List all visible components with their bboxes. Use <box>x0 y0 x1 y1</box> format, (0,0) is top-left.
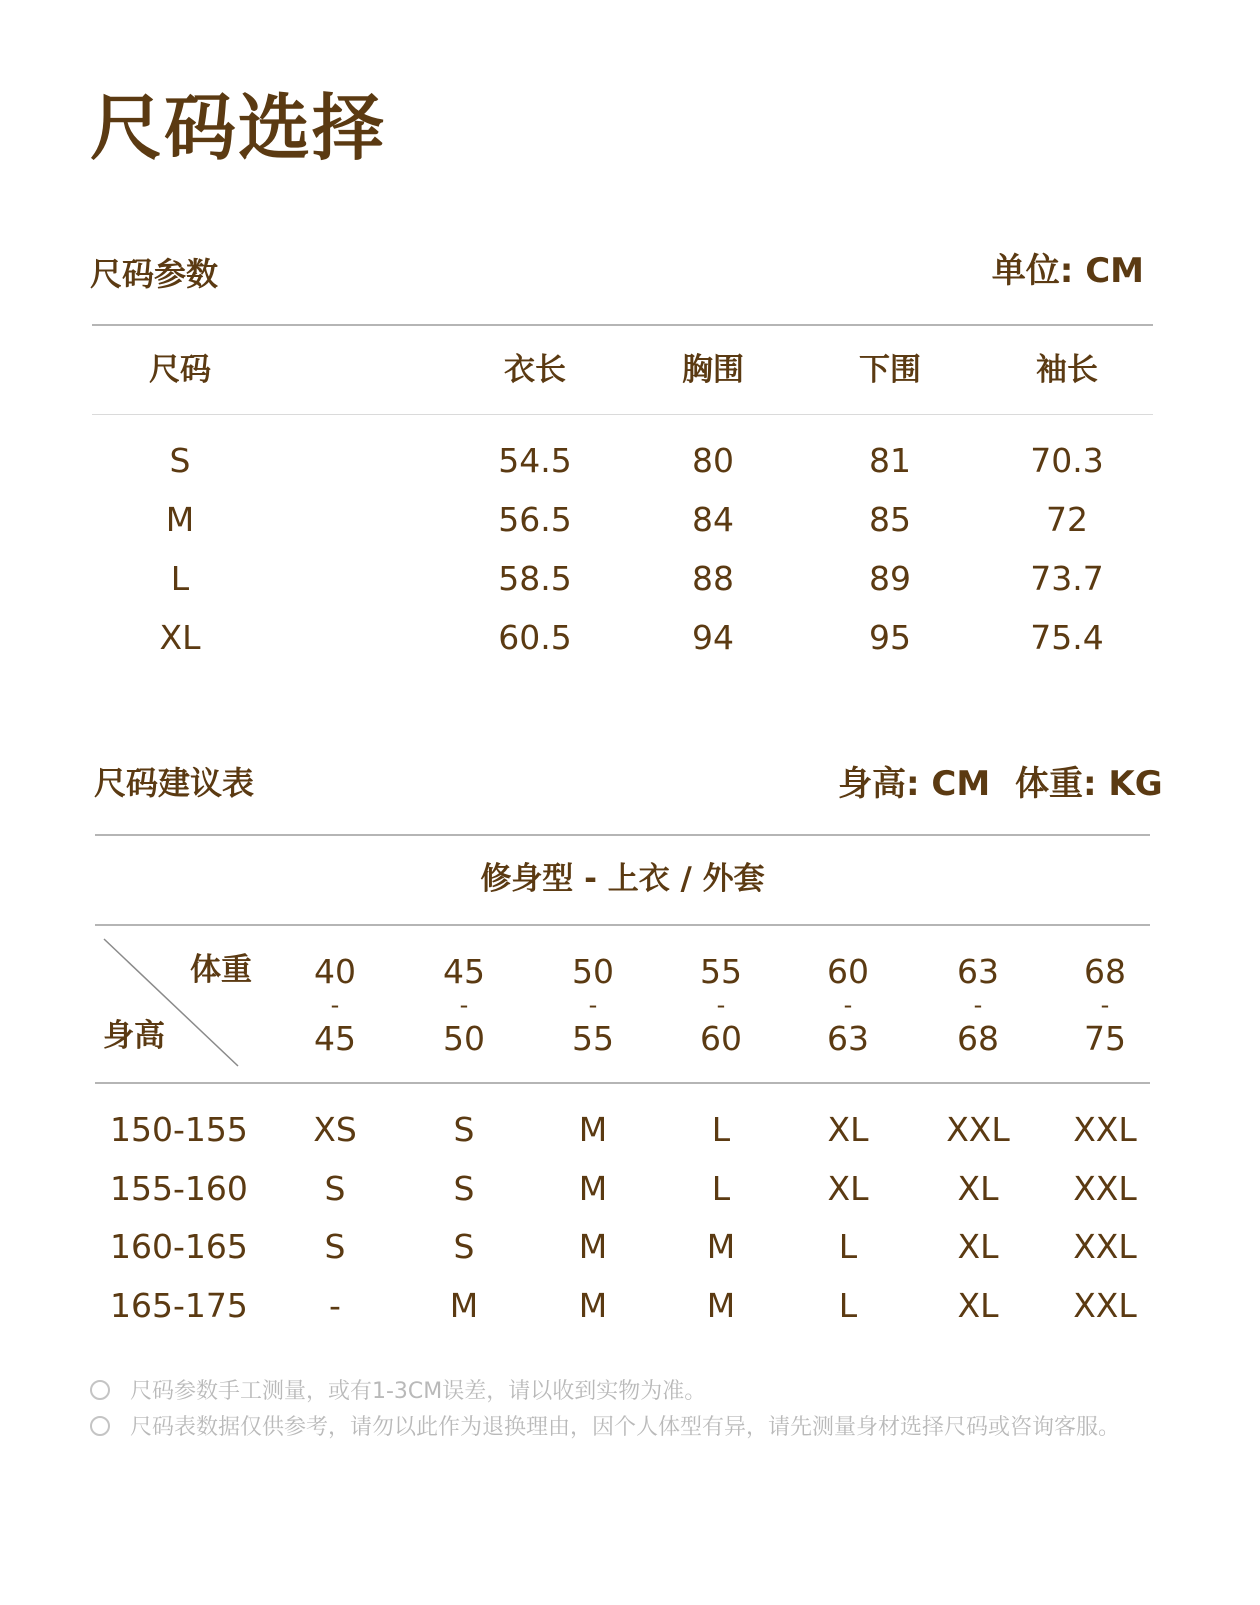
params-heading: 尺码参数 <box>90 255 219 293</box>
size-cell: M <box>578 1110 608 1149</box>
size-cell: S <box>453 1110 475 1149</box>
circle-bullet-icon <box>90 1380 110 1400</box>
weight-range-dash: - <box>459 991 469 1019</box>
size-cell: XL <box>957 1286 999 1325</box>
params-unit: 单位: CM <box>991 251 1144 291</box>
params-header-sleeve: 袖长 <box>1036 352 1098 388</box>
params-header-chest: 胸围 <box>682 352 744 388</box>
params-cell: 58.5 <box>498 559 572 598</box>
params-cell: 75.4 <box>1030 618 1104 657</box>
size-cell: XL <box>957 1169 999 1208</box>
params-header-length: 衣长 <box>504 352 566 388</box>
advice-subtitle-rule <box>95 924 1150 926</box>
note-item <box>90 1374 706 1405</box>
weight-range-to: 68 <box>957 1019 999 1058</box>
advice-subtitle: 修身型 - 上衣 / 外套 <box>480 861 765 897</box>
size-cell: L <box>711 1169 731 1208</box>
size-cell: XL <box>827 1110 869 1149</box>
params-header-size: 尺码 <box>149 352 211 388</box>
params-cell: L <box>170 559 190 598</box>
size-cell: M <box>578 1286 608 1325</box>
params-header-hem: 下围 <box>859 352 921 388</box>
advice-heading: 尺码建议表 <box>94 764 255 802</box>
note-item <box>90 1410 1120 1441</box>
advice-header-rule <box>95 1082 1150 1084</box>
advice-top-rule <box>95 834 1150 836</box>
params-cell: 81 <box>869 441 911 480</box>
size-cell: S <box>324 1169 346 1208</box>
params-cell: 89 <box>869 559 911 598</box>
params-cell: 95 <box>869 618 911 657</box>
size-cell: S <box>453 1169 475 1208</box>
size-cell: M <box>449 1286 479 1325</box>
size-cell: XS <box>313 1110 357 1149</box>
height-range-label: 155-160 <box>110 1169 248 1208</box>
params-header-rule <box>92 414 1153 415</box>
params-cell: 73.7 <box>1030 559 1104 598</box>
params-cell: 60.5 <box>498 618 572 657</box>
params-cell: 84 <box>692 500 734 539</box>
weight-range-dash: - <box>716 991 726 1019</box>
note-text: 尺码表数据仅供参考，请勿以此作为退换理由，因个人体型有异，请先测量身材选择尺码或咨询客服。 <box>130 1415 1121 1440</box>
weight-range-dash: - <box>843 991 853 1019</box>
size-cell: L <box>838 1286 858 1325</box>
size-cell: XXL <box>1073 1227 1137 1266</box>
note-text: 尺码参数手工测量，或有1-3CM误差，请以收到实物为准。 <box>130 1379 707 1404</box>
weight-range-dash: - <box>1100 991 1110 1019</box>
size-cell: M <box>578 1169 608 1208</box>
weight-range-to: 50 <box>443 1019 485 1058</box>
weight-range-from: 63 <box>957 952 999 991</box>
params-cell: S <box>169 441 191 480</box>
height-range-label: 160-165 <box>110 1227 248 1266</box>
params-cell: 54.5 <box>498 441 572 480</box>
params-cell: 72 <box>1046 500 1088 539</box>
weight-range-from: 55 <box>700 952 742 991</box>
size-cell: XL <box>827 1169 869 1208</box>
weight-range-dash: - <box>330 991 340 1019</box>
weight-range-from: 68 <box>1084 952 1126 991</box>
height-range-label: 165-175 <box>110 1286 248 1325</box>
size-cell: - <box>329 1286 341 1325</box>
size-cell: XXL <box>1073 1169 1137 1208</box>
weight-range-dash: - <box>588 991 598 1019</box>
params-top-rule <box>92 324 1153 326</box>
corner-weight-label: 体重 <box>190 952 252 988</box>
weight-range-to: 63 <box>827 1019 869 1058</box>
weight-range-from: 50 <box>572 952 614 991</box>
circle-bullet-icon <box>90 1416 110 1436</box>
weight-range-to: 55 <box>572 1019 614 1058</box>
params-cell: M <box>165 500 195 539</box>
corner-height-label: 身高 <box>103 1018 165 1054</box>
size-cell: XXL <box>1073 1286 1137 1325</box>
weight-range-to: 45 <box>314 1019 356 1058</box>
size-cell: S <box>453 1227 475 1266</box>
size-cell: L <box>711 1110 731 1149</box>
size-cell: M <box>706 1286 736 1325</box>
size-cell: XXL <box>946 1110 1010 1149</box>
advice-height-unit: 身高: CM <box>838 764 991 804</box>
weight-range-from: 40 <box>314 952 356 991</box>
params-cell: 85 <box>869 500 911 539</box>
weight-range-to: 60 <box>700 1019 742 1058</box>
size-cell: XXL <box>1073 1110 1137 1149</box>
size-cell: L <box>838 1227 858 1266</box>
size-cell: S <box>324 1227 346 1266</box>
weight-range-dash: - <box>973 991 983 1019</box>
advice-weight-unit: 体重: KG <box>1015 764 1163 804</box>
weight-range-to: 75 <box>1084 1019 1126 1058</box>
size-cell: M <box>578 1227 608 1266</box>
size-cell: XL <box>957 1227 999 1266</box>
height-range-label: 150-155 <box>110 1110 248 1149</box>
params-cell: 56.5 <box>498 500 572 539</box>
weight-range-from: 60 <box>827 952 869 991</box>
size-cell: M <box>706 1227 736 1266</box>
params-cell: 70.3 <box>1030 441 1104 480</box>
weight-range-from: 45 <box>443 952 485 991</box>
page-title: 尺码选择 <box>90 86 387 170</box>
params-cell: 80 <box>692 441 734 480</box>
params-cell: XL <box>159 618 201 657</box>
params-cell: 94 <box>692 618 734 657</box>
params-cell: 88 <box>692 559 734 598</box>
